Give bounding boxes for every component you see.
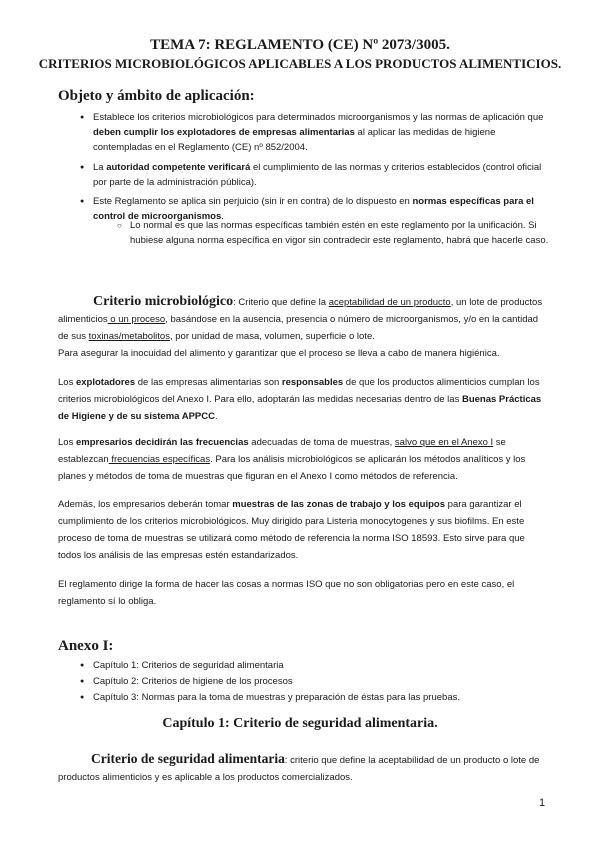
list-item: ● Capítulo 2: Criterios de higiene de los procesos — [80, 674, 550, 690]
document-title: TEMA 7: REGLAMENTO (CE) Nº 2073/3005. — [150, 37, 450, 53]
criterio-paragraph-2: Los explotadores de las empresas alimentarias son responsables de que los productos alimenticios cumplan los criterios microbiológicos del Anexo I. Para ello, adoptarán las medidas necesarias dentro de las Buenas Prácticas de Higiene y de su sistema APPCC. — [58, 377, 542, 422]
list-item: ● La autoridad competente verificará el cumplimiento de las normas y criterios establecidos (control oficial por parte de la administración pública). — [80, 160, 550, 190]
list-item: ● Capítulo 1: Criterios de seguridad alimentaria — [80, 658, 550, 674]
criterio-paragraph-4: Además, los empresarios deberán tomar muestras de las zonas de trabajo y los equipos para garantizar el cumplimiento de los criterios microbiológicos. Muy dirigido para Listeria monocytogenes y sus biofilms. En este proceso de toma de muestras se utilizará como método de referencia la norma ISO 18593. Esto sirve para que todos los análisis de las empresas estén estandarizados. — [58, 499, 525, 561]
criterio-seguridad-paragraph: Criterio de seguridad alimentaria: criterio que define la aceptabilidad de un producto o lote de productos alimenticios y es aplicable a los productos comercializados. — [58, 751, 540, 783]
section-heading-anexo: Anexo I: — [58, 638, 114, 654]
page-number: 1 — [539, 797, 546, 809]
anexo-list — [80, 658, 550, 706]
criterio-title: Criterio microbiológico — [93, 294, 234, 309]
list-item: ● Establece los criterios microbiológicos para determinados microorganismos y las normas de aplicación que deben cumplir los explotadores de empresas alimentarias al aplicar las medidas de higiene contempladas en el Reglamento (CE) nº 852/2004. — [80, 110, 550, 156]
criterio-paragraph-5: El reglamento dirige la forma de hacer las cosas a normas ISO que no son obligatorias pero en este caso, el reglamento sí lo obliga. — [58, 579, 515, 607]
chapter-title: Capítulo 1: Criterio de seguridad alimentaria. — [162, 716, 438, 731]
criterio-paragraph-3: Los empresarios decidirán las frecuencias adecuadas de toma de muestras, salvo que en el Anexo I se establezcan frecuencias específicas. Para los análisis microbiológicos se aplicarán los métodos analíticos y los planes y métodos de toma de muestras que figuran en el Anexo I como métodos de referencia. — [58, 437, 526, 482]
list-item: ● Este Reglamento se aplica sin perjuicio (sin ir en contra) de lo dispuesto en normas específicas para el control de microorganismos. — [80, 194, 550, 224]
list-item: ● Capítulo 3: Normas para la toma de muestras y preparación de éstas para las pruebas. — [80, 690, 550, 706]
objeto-bullet-list — [80, 110, 550, 228]
document-subtitle: CRITERIOS MICROBIOLÓGICOS APLICABLES A LOS PRODUCTOS ALIMENTICIOS. — [38, 56, 562, 71]
criterio-paragraph-1: Criterio microbiológico: Criterio que define la aceptabilidad de un producto, un lote de productos alimenticios o un proceso, basándose en la ausencia, presencia o número de microorganismos, y/o en la cantidad de sus toxinas/metabolitos, por unidad de masa, volumen, superficie o lote. Para asegurar la inocuidad del alimento y garantizar que el proceso se lleva a cabo de manera higiénica. — [58, 294, 543, 359]
list-item: ○ Lo normal es que las normas específicas también estén en este reglamento por la unificación. Si hubiese alguna norma específica en vigor sin contradecir este reglamento, habrá que hacerle caso. — [117, 218, 557, 248]
objeto-sub-list — [117, 218, 557, 248]
criterio-seguridad-title: Criterio de seguridad alimentaria — [91, 751, 285, 766]
section-heading-objeto: Objeto y ámbito de aplicación: — [58, 88, 255, 104]
